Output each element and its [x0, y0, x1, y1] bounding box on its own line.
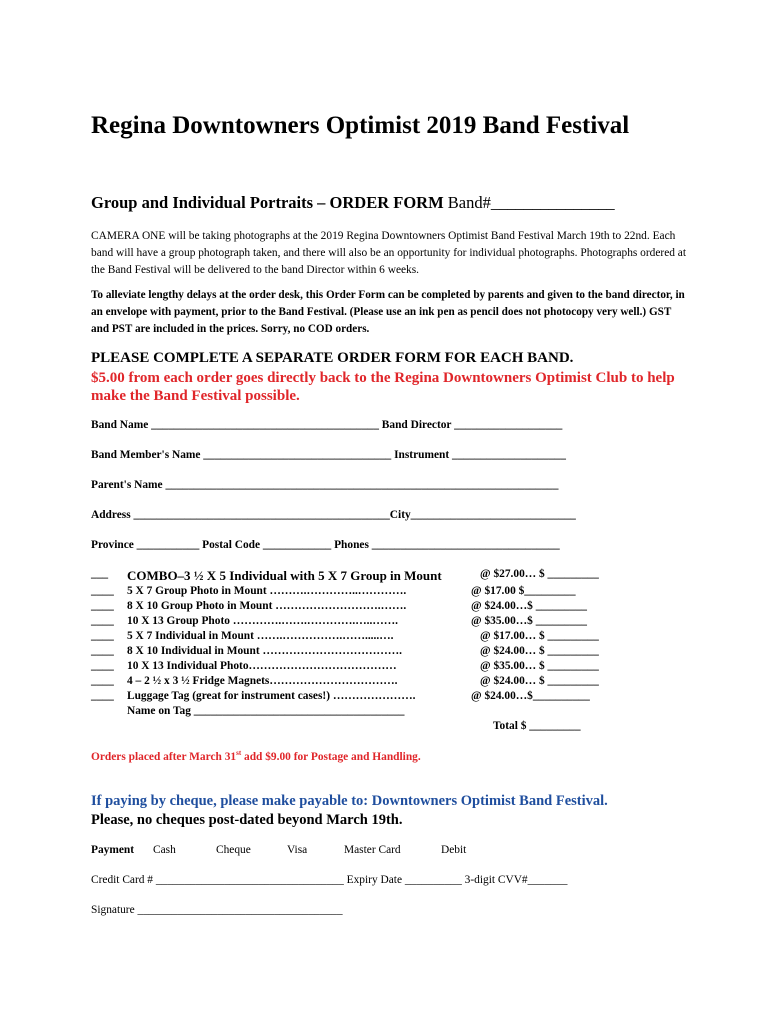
form-subtitle: [91, 193, 615, 213]
cheque-postdate-note: Please, no cheques post-dated beyond March 19th.: [91, 812, 403, 828]
item-price[interactable]: @ $35.00… $ _________: [480, 660, 599, 672]
order-items-list: [91, 568, 651, 708]
quantity-blank[interactable]: ____: [91, 585, 114, 597]
province-field[interactable]: Province ___________ Postal Code ____________ Phones _________________________________: [91, 539, 560, 551]
notice-paragraph: To alleviate lengthy delays at the order desk, this Order Form can be completed by parents and given to the band director, in an envelope with payment, prior to the Band Festival. (Please use an ink pen as pencil does not photocopy very well.) GST and PST are included in the prices. Sorry, no COD orders.: [91, 289, 685, 335]
credit-card-field[interactable]: Credit Card # _________________________________ Expiry Date __________ 3-digit CVV#_______: [91, 874, 568, 886]
name-on-tag-field[interactable]: Name on Tag _____________________________________: [127, 705, 405, 717]
separate-form-heading: PLEASE COMPLETE A SEPARATE ORDER FORM FOR EACH BAND.: [91, 350, 574, 366]
quantity-blank[interactable]: ____: [91, 675, 114, 687]
band-number-field[interactable]: Band#_______________: [447, 193, 615, 212]
item-description: 8 X 10 Group Photo in Mount ……………………….…….: [127, 600, 407, 612]
item-price[interactable]: @ $24.00…$ _________: [471, 600, 587, 612]
quantity-blank[interactable]: ___: [91, 568, 109, 580]
item-description: Luggage Tag (great for instrument cases!) ………………….: [127, 690, 416, 702]
quantity-blank[interactable]: ____: [91, 615, 114, 627]
quantity-blank[interactable]: ____: [91, 660, 114, 672]
item-price[interactable]: @ $17.00… $ _________: [480, 630, 599, 642]
donation-note: $5.00 from each order goes directly back to the Regina Downtowners Optimist Club to help make the Band Festival possible.: [91, 370, 675, 404]
quantity-blank[interactable]: ____: [91, 690, 114, 702]
item-description: 4 – 2 ½ x 3 ½ Fridge Magnets…………………………….: [127, 675, 398, 687]
item-description: 5 X 7 Individual in Mount …….…………….…….....….: [127, 630, 394, 642]
cheque-payable-note: If paying by cheque, please make payable to: Downtowners Optimist Band Festival.: [91, 793, 608, 809]
order-total-field[interactable]: Total $ _________: [493, 720, 581, 732]
item-price[interactable]: @ $24.00… $ _________: [480, 675, 599, 687]
item-price[interactable]: @ $27.00… $ _________: [480, 568, 599, 580]
quantity-blank[interactable]: ____: [91, 600, 114, 612]
late-order-superscript: st: [236, 749, 242, 757]
signature-field[interactable]: Signature ____________________________________: [91, 904, 343, 916]
address-field[interactable]: Address _____________________________________________City_____________________________: [91, 509, 576, 521]
payment-option-cash[interactable]: Cash: [153, 844, 176, 856]
parent-name-field[interactable]: Parent's Name _____________________________________________________________________: [91, 479, 559, 491]
item-price[interactable]: @ $24.00…$__________: [471, 690, 590, 702]
payment-option-visa[interactable]: Visa: [287, 844, 308, 856]
payment-option-master-card[interactable]: Master Card: [344, 844, 401, 856]
payment-label: Payment: [91, 844, 135, 856]
order-form-heading: Group and Individual Portraits – ORDER FORM: [91, 193, 444, 212]
intro-paragraph: CAMERA ONE will be taking photographs at the 2019 Regina Downtowners Optimist Band Festival March 19th to 22nd. Each band will have a group photograph taken, and there will also be an opportunity for individual photographs. Photographs ordered at the Band Festival will be delivered to the band Director within 6 weeks.: [91, 230, 687, 276]
late-order-note: [91, 749, 421, 763]
payment-option-debit[interactable]: Debit: [441, 844, 467, 856]
late-order-fee: add $9.00 for Postage and Handling.: [241, 750, 421, 763]
band-name-field[interactable]: Band Name ________________________________________ Band Director ___________________: [91, 419, 563, 431]
form-title: Regina Downtowners Optimist 2019 Band Festival: [91, 112, 630, 139]
payment-methods: [91, 844, 691, 860]
quantity-blank[interactable]: ____: [91, 630, 114, 642]
item-description: 10 X 13 Group Photo ………….…….………….…..…….: [127, 615, 398, 627]
item-description: COMBO–3 ½ X 5 Individual with 5 X 7 Group in Mount: [127, 568, 442, 583]
item-price[interactable]: @ $24.00… $ _________: [480, 645, 599, 657]
item-description: 5 X 7 Group Photo in Mount ……….…………..………….: [127, 585, 407, 597]
item-description: 10 X 13 Individual Photo…………………………………: [127, 660, 397, 672]
item-price[interactable]: @ $17.00 $_________: [471, 585, 576, 597]
item-description: 8 X 10 Individual in Mount ……………………………….: [127, 645, 402, 657]
quantity-blank[interactable]: ____: [91, 645, 114, 657]
payment-option-cheque[interactable]: Cheque: [216, 844, 251, 856]
band-member-field[interactable]: Band Member's Name _________________________________ Instrument ____________________: [91, 449, 566, 461]
item-price[interactable]: @ $35.00…$ _________: [471, 615, 587, 627]
late-order-text: Orders placed after March 31: [91, 750, 237, 763]
